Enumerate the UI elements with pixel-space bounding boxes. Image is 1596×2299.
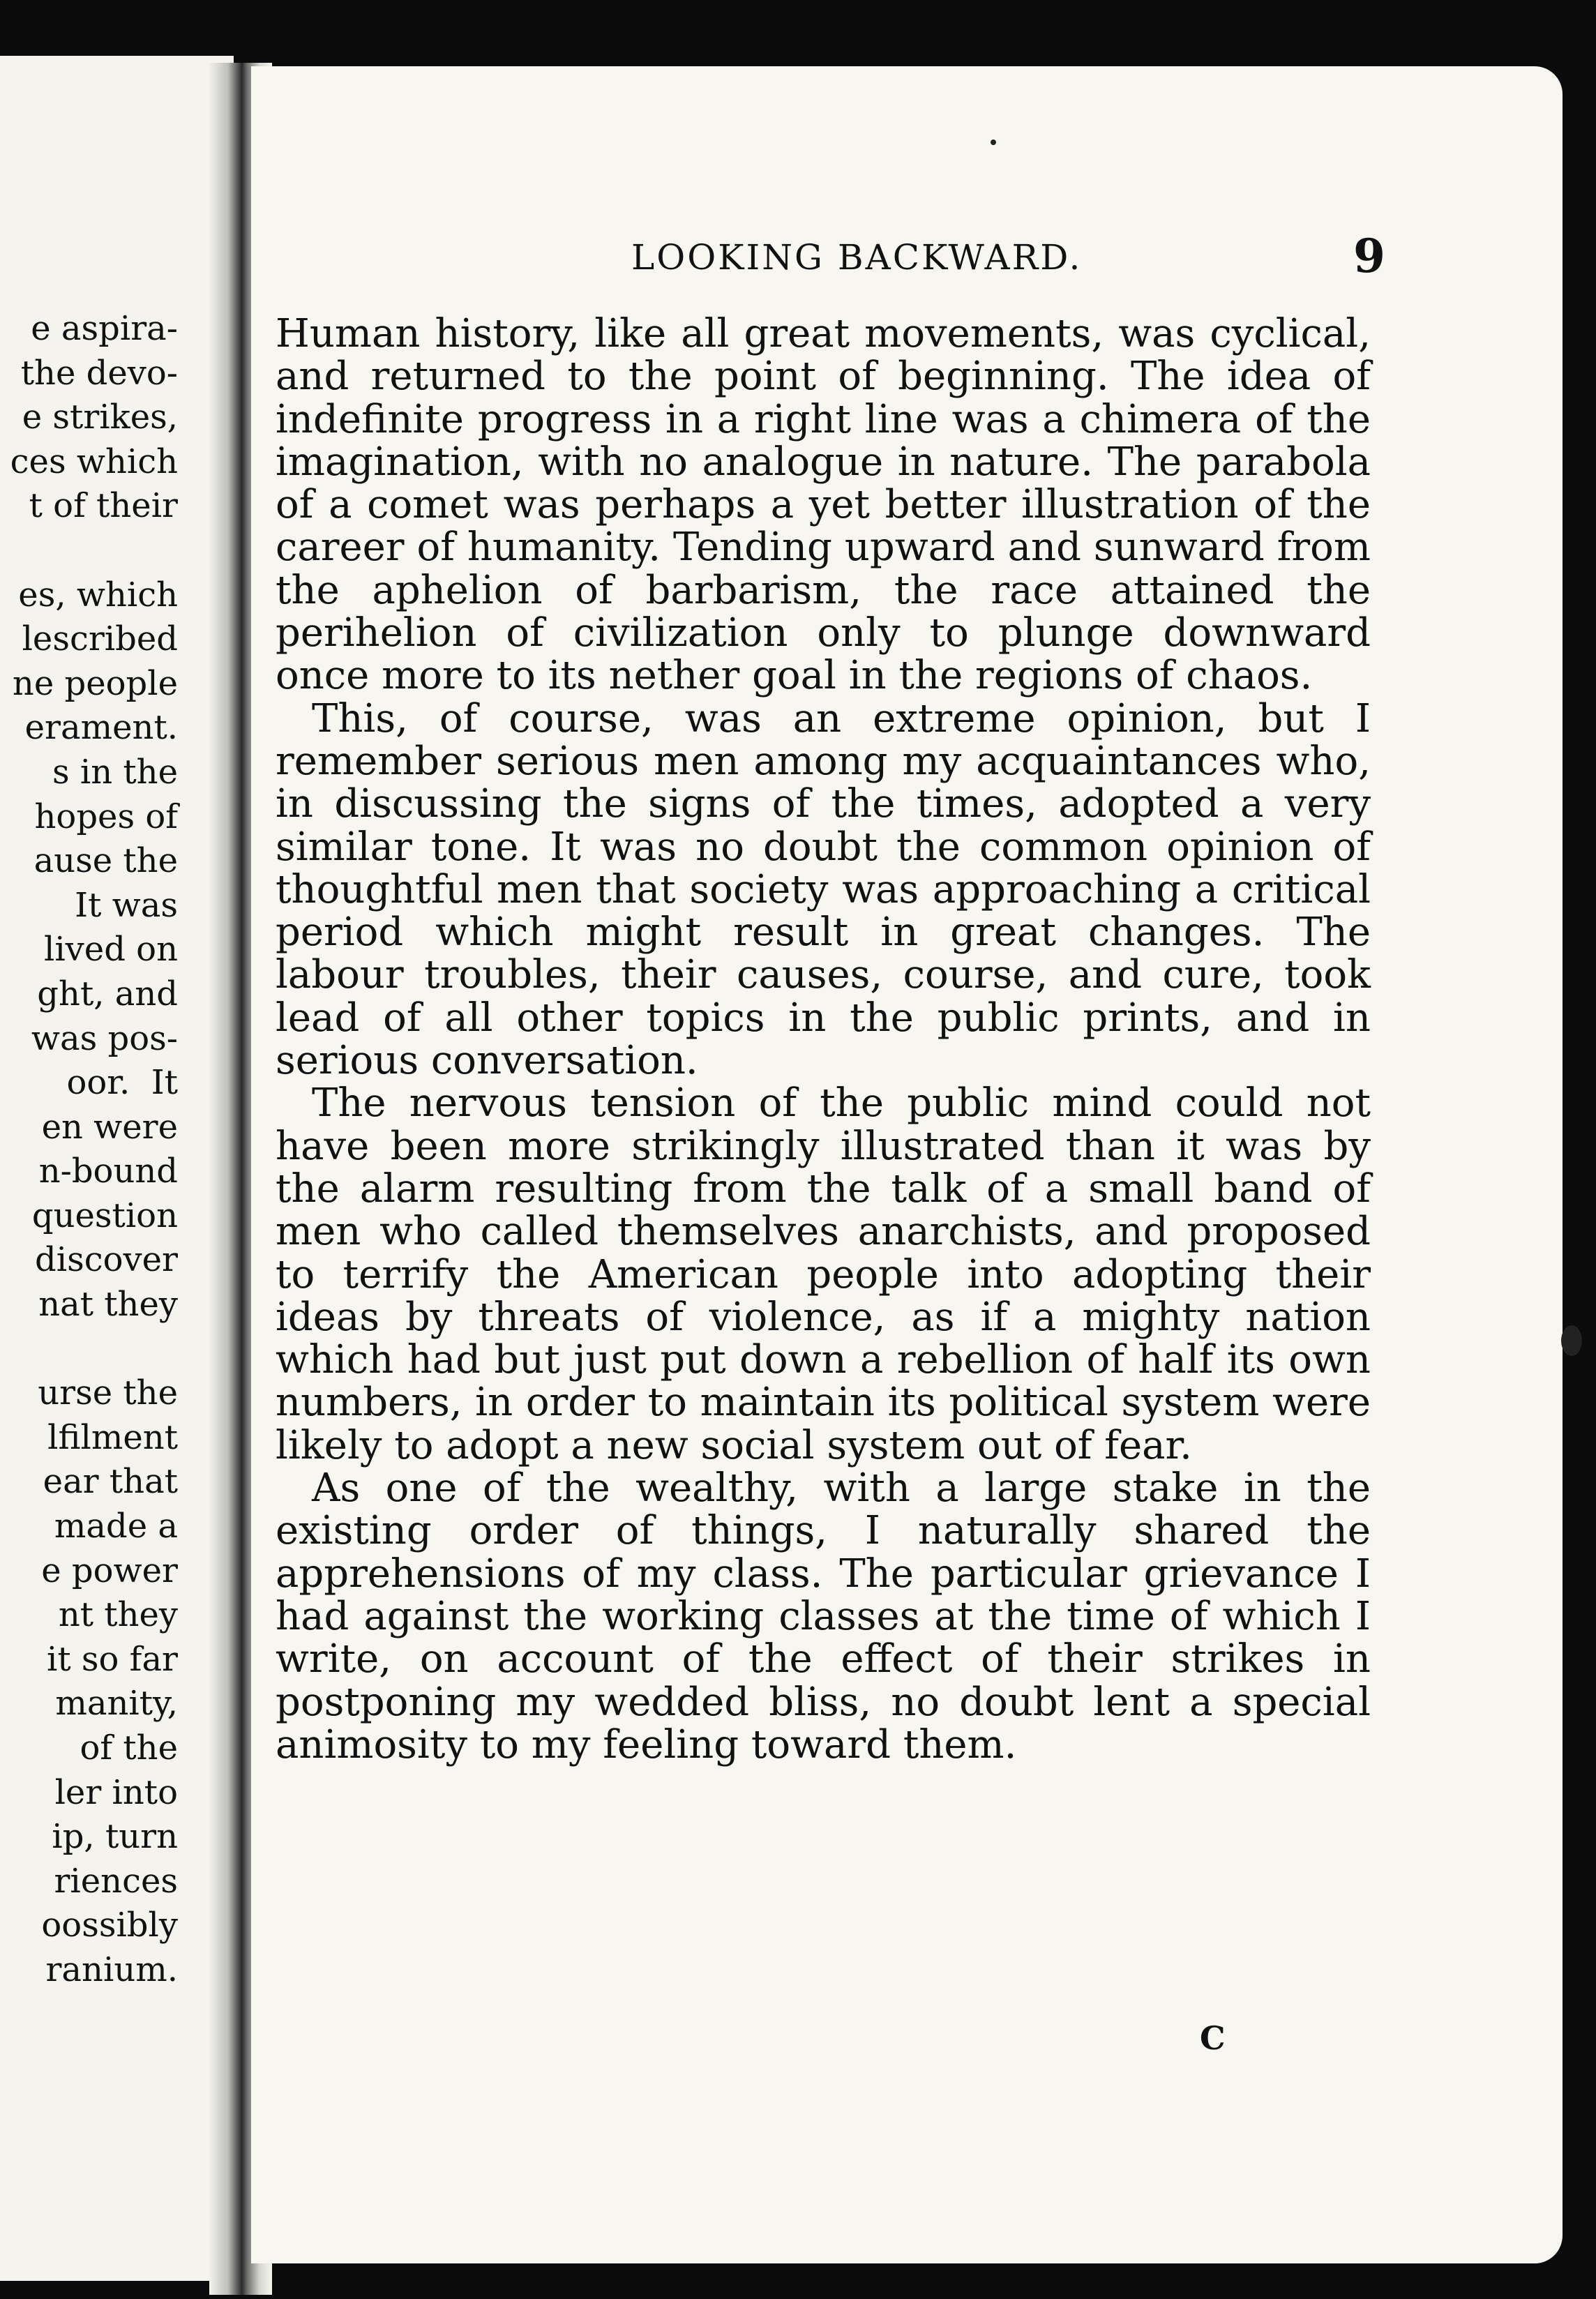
previous-page-line: es, which bbox=[18, 575, 178, 615]
previous-page-line: riences bbox=[54, 1861, 178, 1901]
previous-page-line: n-bound bbox=[38, 1152, 178, 1191]
previous-page-line bbox=[0, 529, 178, 573]
previous-page-line: lived on bbox=[43, 930, 178, 970]
paragraph-1: Human history, like all great movements, was cyclical, and returned to the point of beginning. The idea of indefinite progress in a right line was a chimera of the imagination, with no analogue in nature. The parabola of a comet was perhaps a yet better illustration of the career of humanity. Tending upward and sunward from the aphelion of barbarism, the race attained the perihelion of civilization only to plunge downward once more to its nether goal in the regions of chaos. bbox=[276, 311, 1371, 699]
previous-page-line: It was bbox=[75, 885, 178, 925]
previous-page-line: hopes of bbox=[34, 797, 178, 836]
previous-page-line: ranium. bbox=[45, 1950, 178, 1989]
previous-page-line: nt they bbox=[58, 1595, 178, 1635]
previous-page-line: e strikes, bbox=[22, 398, 178, 437]
previous-page-line: e aspira- bbox=[31, 309, 178, 348]
previous-page-line: it so far bbox=[46, 1639, 178, 1679]
previous-page-line: discover bbox=[35, 1240, 178, 1280]
previous-page-line: made a bbox=[54, 1507, 178, 1546]
paragraph-4: As one of the wealthy, with a large stake in the existing order of things, I naturally shared the apprehensions of my class. The particular grievance I had against the working classes at the time of which I write, on account of the effect of their strikes in postponing my wedded bliss, no doubt lent a special animosity to my feeling toward them. bbox=[276, 1465, 1371, 1767]
previous-page-line: ause the bbox=[33, 841, 178, 881]
previous-page-line bbox=[0, 1327, 178, 1372]
paragraph-2: This, of course, was an extreme opinion, but I remember serious men among my acquaintances who, in discussing the signs of the times, adopted a very similar tone. It was no doubt the common opinion of thoughtful men that society was approaching a critical period which might result in great changes. The labour troubles, their causes, course, and cure, took lead of all other topics in the public prints, and in serious conversation. bbox=[276, 695, 1371, 1084]
previous-page-line: ear that bbox=[43, 1462, 178, 1502]
previous-page-line: en were bbox=[41, 1107, 178, 1147]
previous-page-line: was pos- bbox=[31, 1018, 178, 1058]
previous-page-text bbox=[0, 307, 178, 1993]
previous-page-line: the devo- bbox=[20, 353, 178, 393]
previous-page-line: ne people bbox=[12, 663, 178, 703]
previous-page-line: t of their bbox=[29, 486, 178, 526]
previous-page-line: urse the bbox=[38, 1373, 178, 1413]
scan-speck bbox=[1561, 1325, 1582, 1356]
previous-page bbox=[0, 56, 234, 2281]
scan-speck bbox=[991, 140, 996, 145]
previous-page-line: erament. bbox=[24, 708, 178, 748]
previous-page-line: of the bbox=[80, 1728, 178, 1767]
previous-page-line: oor. It bbox=[66, 1063, 178, 1103]
previous-page-line: e power bbox=[41, 1551, 178, 1590]
previous-page-line: lescribed bbox=[22, 619, 178, 659]
previous-page-line: ip, turn bbox=[52, 1817, 178, 1857]
previous-page-line: ght, and bbox=[37, 974, 178, 1013]
previous-page-line: ces which bbox=[10, 442, 178, 481]
running-title: LOOKING BACKWARD. bbox=[631, 237, 1083, 278]
signature-mark: C bbox=[1200, 2019, 1226, 2057]
previous-page-line: lfilment bbox=[47, 1417, 178, 1457]
previous-page-line: manity, bbox=[55, 1684, 178, 1724]
previous-page-line: s in the bbox=[52, 752, 178, 792]
paragraph-3: The nervous tension of the public mind could not have been more strikingly illustrated than it was by the alarm resulting from the talk of a small band of men who called themselves anarchists, and proposed to terrify the American people into adopting their ideas by threats of violence, as if a mighty nation which had but just put down a rebellion of half its own numbers, in order to maintain its political system were likely to adopt a new social system out of fear. bbox=[276, 1080, 1371, 1468]
page-number: 9 bbox=[1353, 229, 1385, 283]
previous-page-line: ler into bbox=[54, 1772, 178, 1812]
running-head bbox=[631, 229, 1392, 293]
page-body bbox=[276, 312, 1371, 1766]
previous-page-line: oossibly bbox=[41, 1906, 178, 1945]
previous-page-line: nat they bbox=[38, 1285, 178, 1325]
previous-page-line: question bbox=[31, 1196, 178, 1235]
